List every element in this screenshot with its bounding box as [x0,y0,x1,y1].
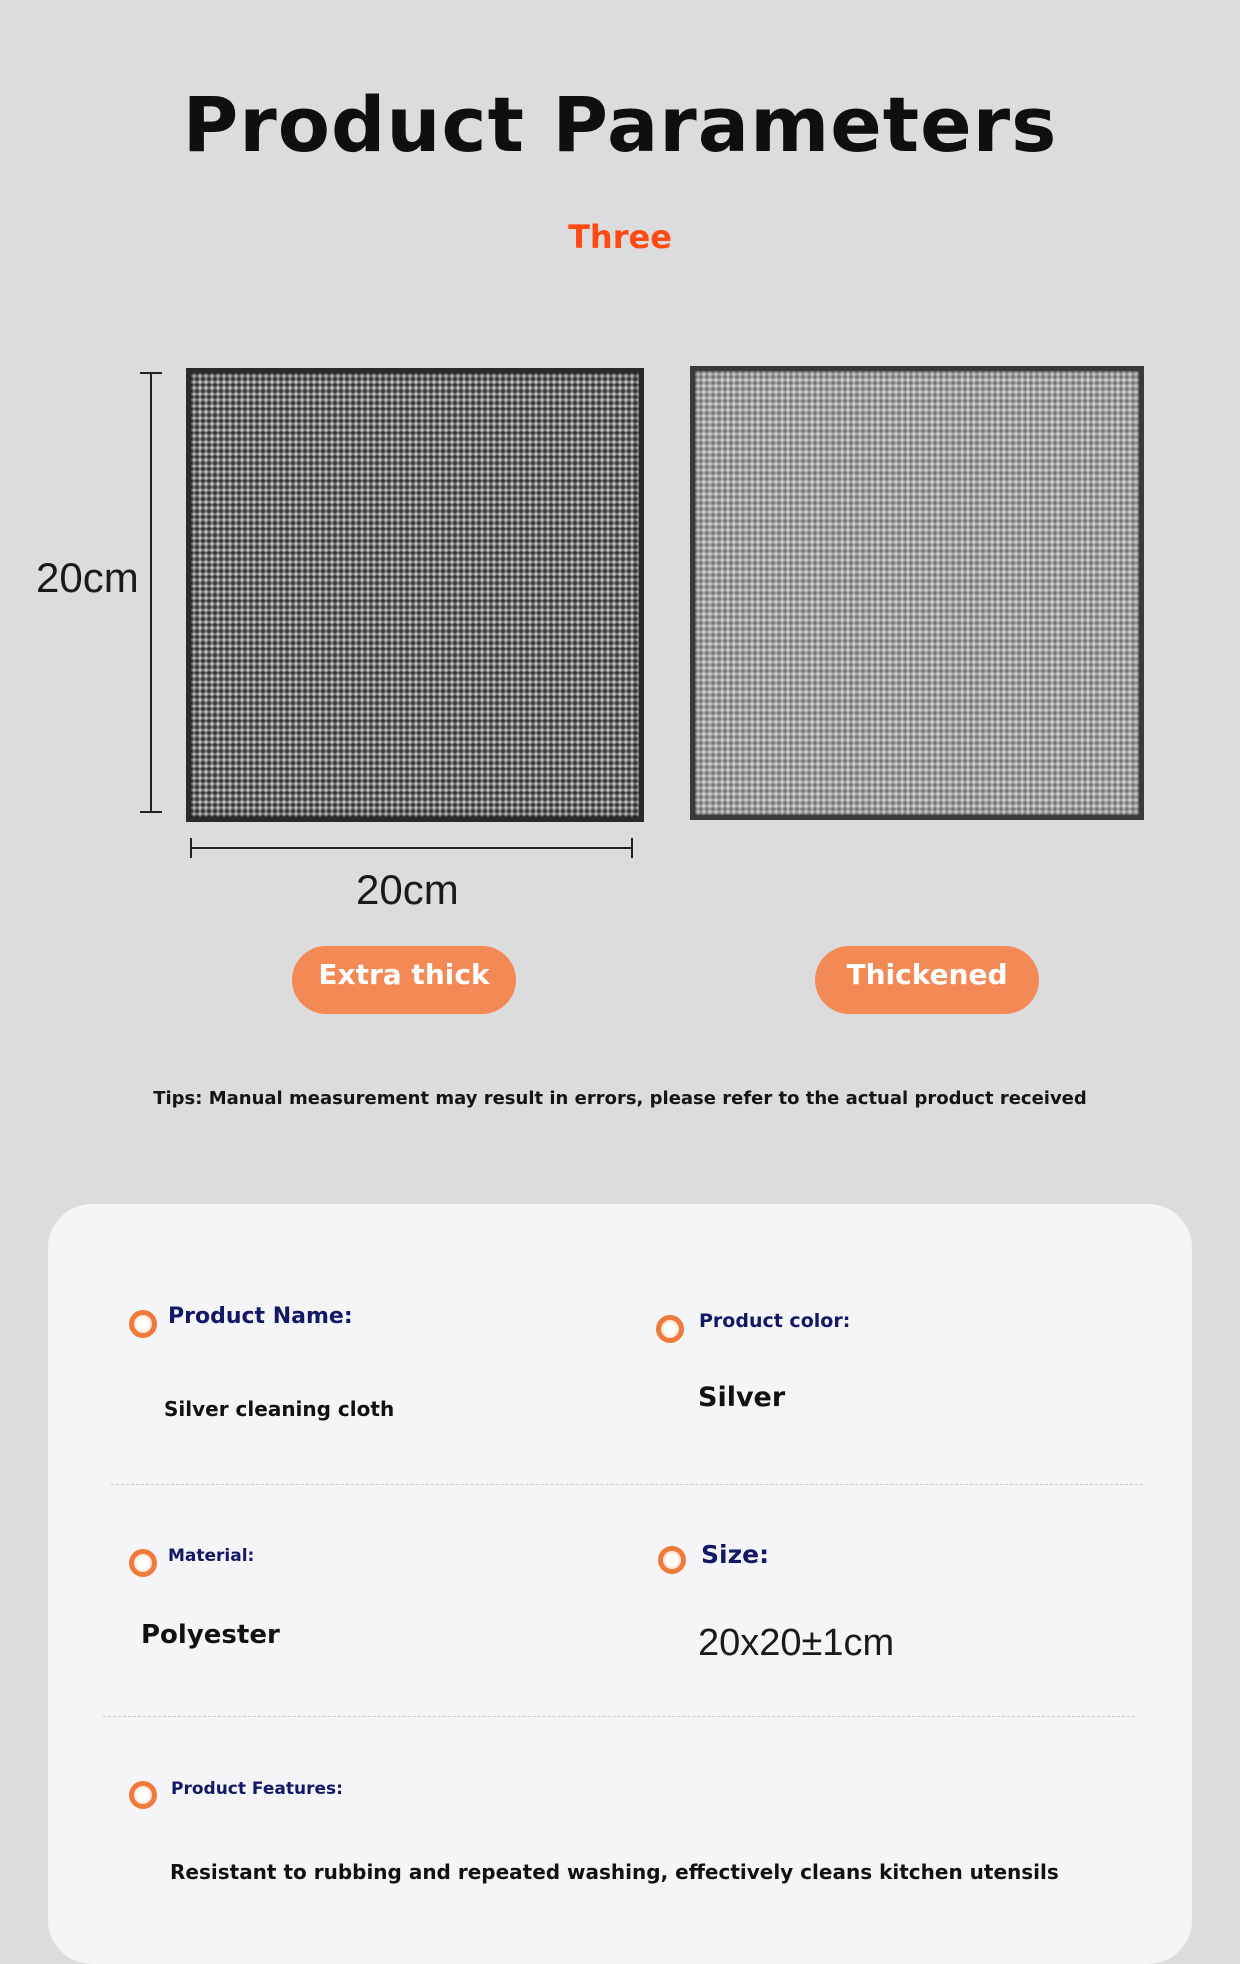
page-title: Product Parameters [182,80,1058,169]
width-dimension-cap-left [190,838,192,858]
product-color-value: Silver [698,1382,786,1413]
product-features-bullet-icon [129,1781,157,1809]
thickened-cloth-image [690,366,1144,820]
size-label: Size: [701,1540,770,1569]
product-color-label: Product color: [699,1310,851,1332]
product-features-label: Product Features: [171,1779,343,1799]
height-dimension-line [150,372,152,812]
extra-thick-cloth-image [186,368,644,822]
width-dimension-cap-right [631,838,633,858]
size-value: 20x20±1cm [698,1622,895,1664]
width-dimension-line [190,847,633,849]
material-label: Material: [168,1546,255,1566]
thickened-badge: Thickened [815,946,1039,1014]
product-features-value: Resistant to rubbing and repeated washing, effectively cleans kitchen utensils [170,1860,1059,1884]
product-name-value: Silver cleaning cloth [164,1397,395,1421]
material-bullet-icon [129,1549,157,1577]
extra-thick-badge: Extra thick [292,946,516,1014]
width-dimension-label: 20cm [356,866,459,913]
size-bullet-icon [658,1546,686,1574]
height-dimension-cap-bottom [140,811,162,813]
spec-divider-1 [111,1484,1143,1485]
spec-divider-2 [103,1716,1135,1717]
product-color-bullet-icon [656,1315,684,1343]
material-value: Polyester [141,1620,280,1650]
spec-card [48,1204,1192,1964]
measurement-tips: Tips: Manual measurement may result in errors, please refer to the actual product received [153,1088,1087,1109]
page-subtitle: Three [568,218,672,256]
height-dimension-cap-top [140,372,162,374]
product-name-bullet-icon [129,1310,157,1338]
height-dimension-label: 20cm [36,554,139,601]
product-name-label: Product Name: [168,1304,353,1329]
